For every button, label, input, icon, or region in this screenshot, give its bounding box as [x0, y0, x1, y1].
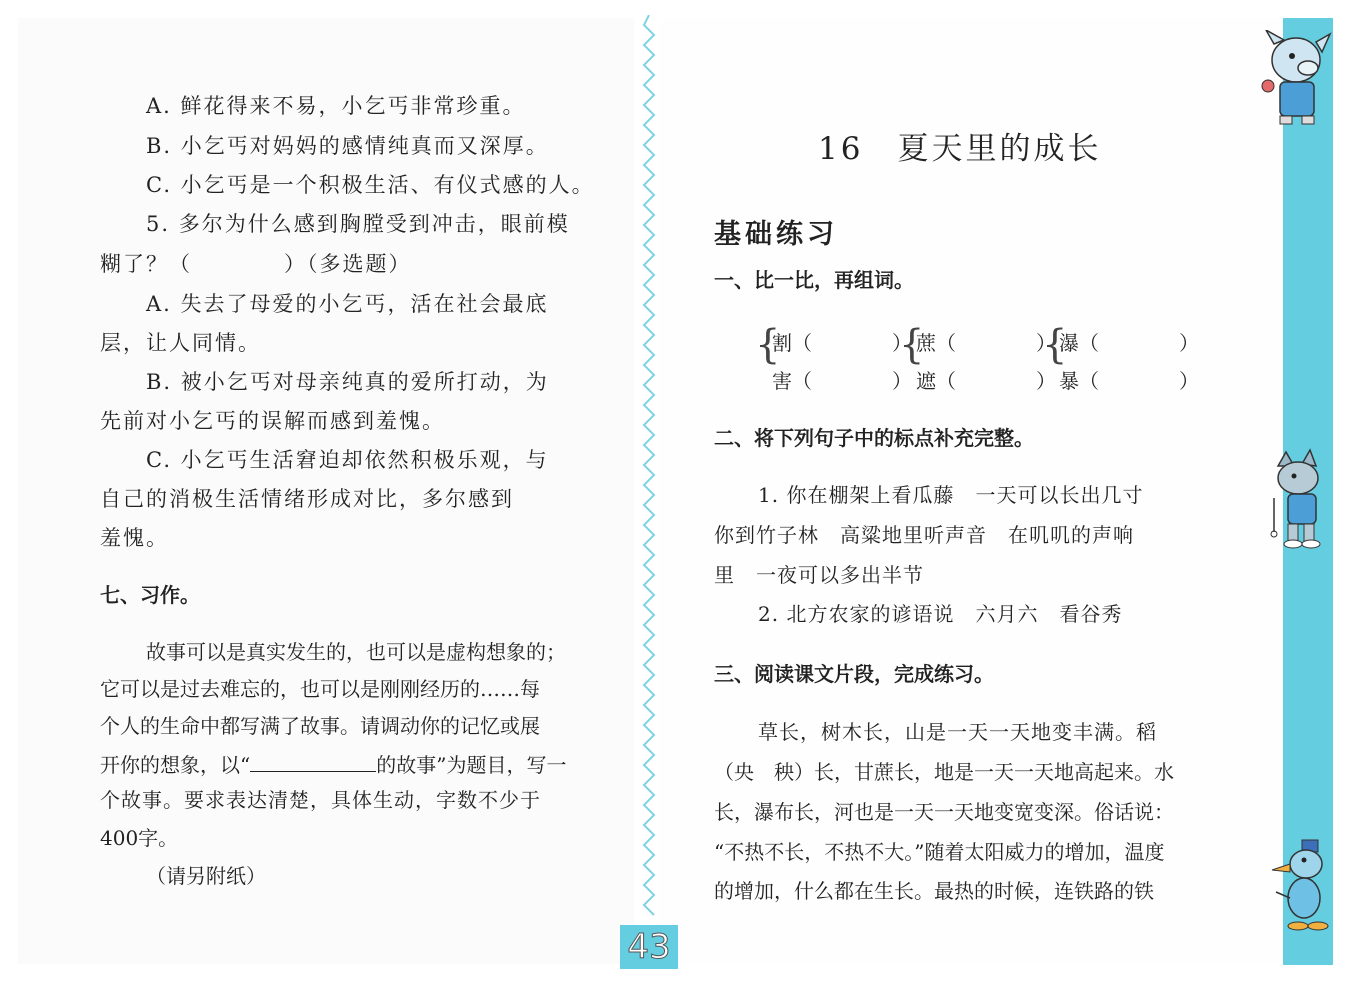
q5-option-b-line1: B. 被小乞丐对母亲纯真的爱所打动，为	[146, 370, 549, 394]
punct-line2: 你到竹子林 高粱地里听声音 在叽叽的声响	[714, 523, 1134, 547]
q5-option-c-line2: 自己的消极生活情绪形成对比，多尔感到	[100, 487, 514, 511]
attach-note: （请另附纸）	[146, 864, 266, 888]
section-3-heading: 三、阅读课文片段，完成练习。	[714, 662, 994, 686]
punct-line1: 1. 你在棚架上看瓜藤 一天可以长出几寸	[758, 483, 1144, 507]
word-group-2-top: 蔗（ ）	[916, 331, 1056, 355]
brace-1: {	[755, 322, 781, 368]
essay-line3: 个人的生命中都写满了故事。请调动你的记忆或展	[100, 714, 540, 738]
option-b: B. 小乞丐对妈妈的感情纯真而又深厚。	[146, 134, 549, 158]
wolf-mascot-icon	[1266, 448, 1336, 552]
basic-practice-heading: 基础练习	[714, 219, 838, 250]
essay-line1: 故事可以是真实发生的，也可以是虚构想象的；	[146, 640, 566, 664]
essay-line4-start: 开你的想象，以“	[100, 753, 251, 777]
q5-option-a-line1: A. 失去了母爱的小乞丐，活在社会最底	[146, 292, 549, 316]
reading-line5: 的增加，什么都在生长。最热的时候，连铁路的铁	[714, 879, 1154, 903]
question-5-line2: 糊了？（ ）（多选题）	[100, 252, 412, 276]
brace-2: {	[899, 322, 925, 368]
option-a: A. 鲜花得来不易，小乞丐非常珍重。	[146, 94, 526, 118]
essay-line4	[100, 753, 566, 775]
q5-option-c-line3: 羞愧。	[100, 526, 169, 550]
essay-line4-end: 的故事”为题目，写一	[376, 753, 567, 777]
essay-line6: 400字。	[100, 826, 179, 850]
reading-line2: （央 秧）长，甘蔗长，地是一天一天地高起来。水	[714, 760, 1174, 784]
bird-mascot-icon	[1264, 838, 1336, 936]
page-number: 43	[620, 925, 678, 969]
essay-line2: 它可以是过去难忘的，也可以是刚刚经历的……每	[100, 677, 540, 701]
reading-line4: “不热不长，不热不大。”随着太阳威力的增加，温度	[714, 840, 1165, 864]
question-5-line1: 5. 多尔为什么感到胸膛受到冲击，眼前模	[146, 212, 570, 236]
spine-wavy-line	[640, 15, 658, 965]
word-group-1-top: 割（ ）	[772, 331, 912, 355]
reading-line3: 长，瀑布长，河也是一天一天地变宽变深。俗话说：	[714, 800, 1174, 824]
title-blank[interactable]	[250, 753, 376, 772]
section-1-heading: 一、比一比，再组词。	[714, 268, 914, 292]
essay-line5: 个故事。要求表达清楚，具体生动，字数不少于	[100, 788, 541, 812]
word-group-2-bottom: 遮（ ）	[916, 369, 1056, 393]
punct-line4: 2. 北方农家的谚语说 六月六 看谷秀	[758, 602, 1123, 626]
option-c: C. 小乞丐是一个积极生活、有仪式感的人。	[146, 173, 595, 197]
q5-option-c-line1: C. 小乞丐生活窘迫却依然积极乐观，与	[146, 448, 549, 472]
word-group-3-bottom: 暴（ ）	[1059, 369, 1199, 393]
reading-line1: 草长，树木长，山是一天一天地变丰满。稻	[758, 720, 1157, 744]
pig-mascot-icon	[1256, 30, 1336, 126]
q5-option-b-line2: 先前对小乞丐的误解而感到羞愧。	[100, 409, 445, 433]
q5-option-a-line2: 层，让人同情。	[100, 331, 261, 355]
punct-line3: 里 一夜可以多出半节	[714, 563, 924, 587]
section-2-heading: 二、将下列句子中的标点补充完整。	[714, 426, 1034, 450]
word-group-1-bottom: 害（ ）	[772, 369, 912, 393]
section-7-heading: 七、习作。	[100, 583, 200, 607]
lesson-title: 16 夏天里的成长	[818, 131, 1102, 167]
brace-3: {	[1042, 322, 1068, 368]
word-group-3-top: 瀑（ ）	[1059, 331, 1199, 355]
